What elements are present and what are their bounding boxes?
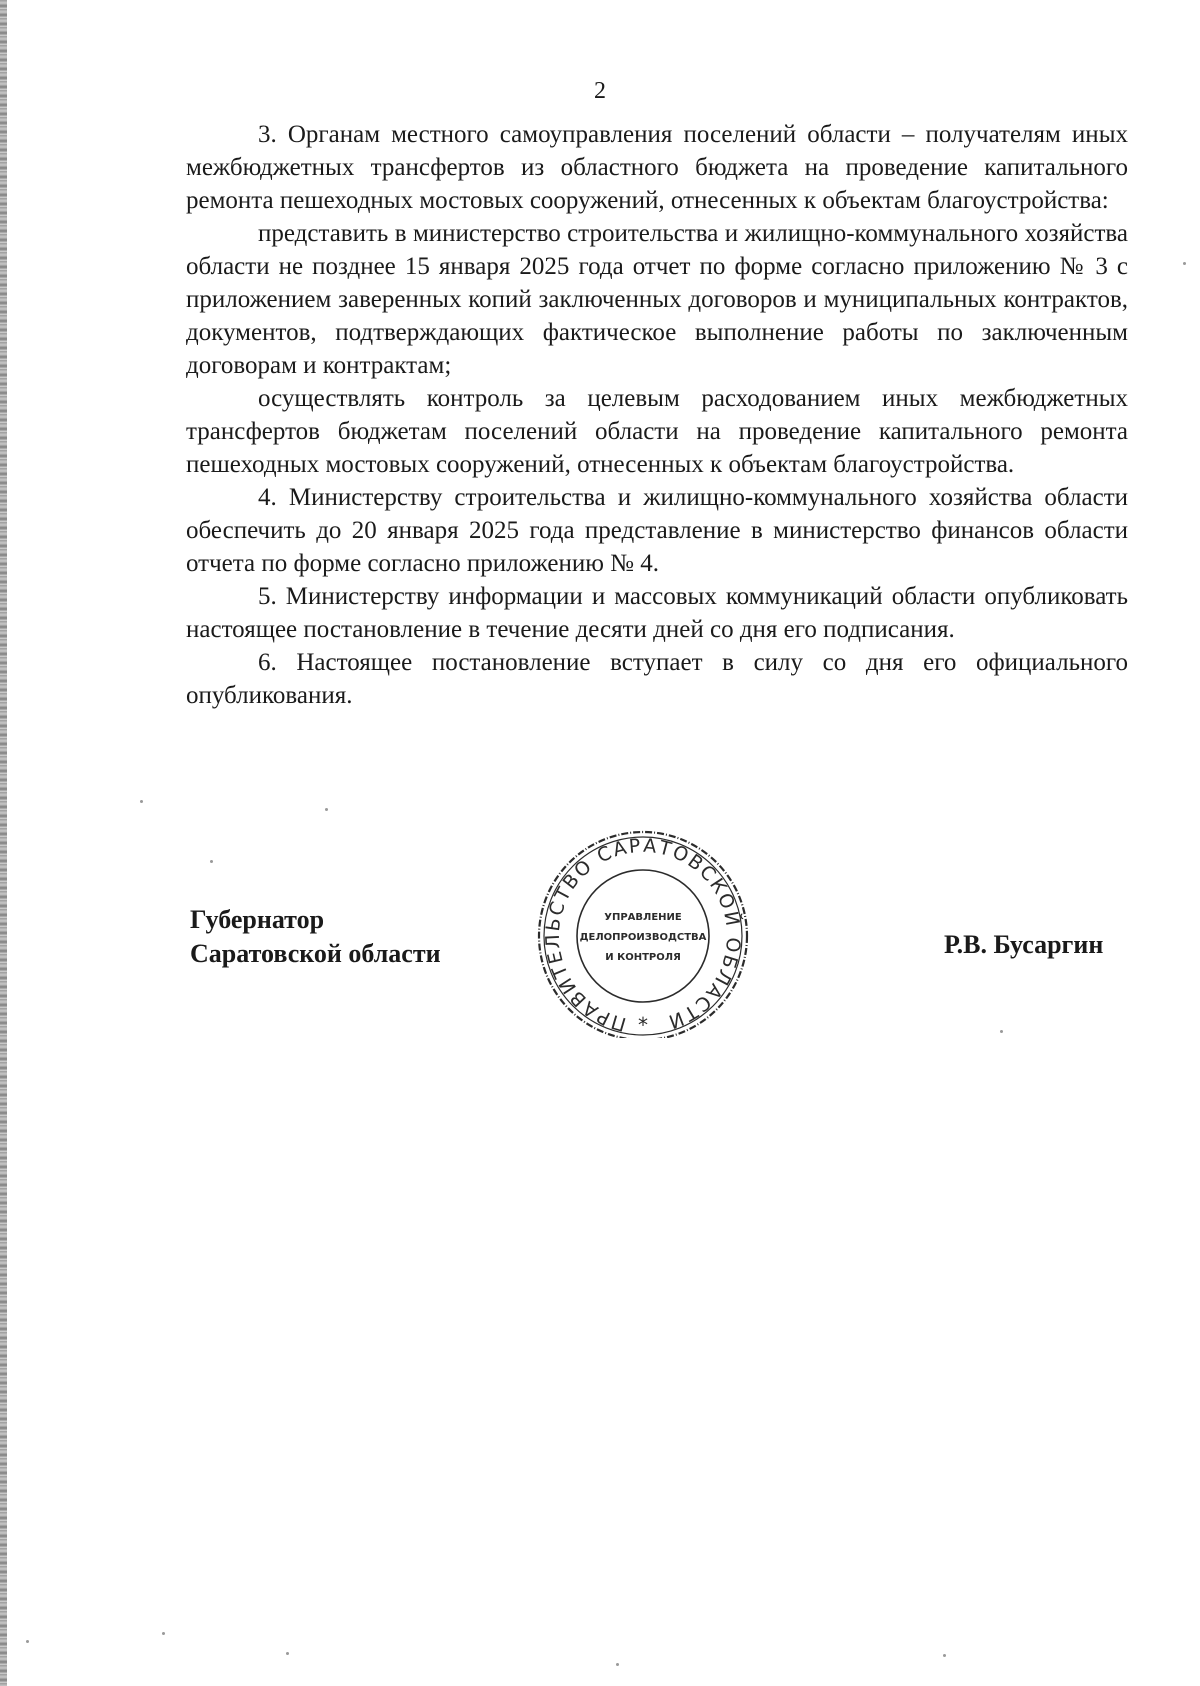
signer-position-line-2: Саратовской области bbox=[190, 939, 441, 968]
signer-position-line-1: Губернатор bbox=[190, 905, 325, 934]
scan-speck bbox=[943, 1654, 946, 1657]
scan-speck bbox=[1000, 1030, 1003, 1033]
stamp-outer-text: ПРАВИТЕЛЬСТВО САРАТОВСКОЙ ОБЛАСТИ bbox=[541, 834, 745, 1036]
paragraph-3-report: представить в министерство строительства и жилищно-коммунального хозяйства области не позднее 15 января 2025 года отчет по форме согласно приложению № 3 с приложением заверенных копий заключенных договоров и муниципальных контрактов, документов, подтверждающих фактическое выполнение работы по заключенным договорам и контрактам; bbox=[186, 220, 1128, 379]
document-body bbox=[186, 118, 1128, 712]
signer-position bbox=[190, 903, 441, 971]
stamp-inner-line-1: УПРАВЛЕНИЕ bbox=[604, 912, 682, 923]
scan-edge-artifact bbox=[0, 0, 7, 1686]
paragraph-3-control: осуществлять контроль за целевым расходованием иных межбюджетных трансфертов бюджетам поселений области на проведение капитального ремонта пешеходных мостовых сооружений, отнесенных к объектам благоустройства. bbox=[186, 385, 1128, 478]
paragraph-3: 3. Органам местного самоуправления поселений области – получателям иных межбюджетных трансфертов из областного бюджета на проведение капитального ремонта пешеходных мостовых сооружений, отнесенных к объектам благоустройства: bbox=[186, 121, 1128, 214]
scan-speck bbox=[162, 1632, 165, 1635]
stamp-inner-line-3: И КОНТРОЛЯ bbox=[605, 952, 681, 963]
scan-speck bbox=[140, 800, 143, 803]
paragraph-4: 4. Министерству строительства и жилищно-коммунального хозяйства области обеспечить до 20 января 2025 года представление в министерство финансов области отчета по форме согласно приложению № 4. bbox=[186, 484, 1128, 577]
stamp-star-icon: * bbox=[638, 1013, 648, 1037]
scan-speck bbox=[1183, 262, 1186, 265]
stamp-inner-line-2: ДЕЛОПРОИЗВОДСТВА bbox=[579, 932, 707, 943]
page-number: 2 bbox=[594, 78, 606, 104]
scan-speck bbox=[26, 1640, 29, 1643]
scan-speck bbox=[616, 1663, 619, 1666]
paragraph-5: 5. Министерству информации и массовых коммуникаций области опубликовать настоящее постановление в течение десяти дней со дня его подписания. bbox=[186, 583, 1128, 643]
paragraph-6: 6. Настоящее постановление вступает в силу со дня его официального опубликования. bbox=[186, 649, 1128, 709]
scan-speck bbox=[286, 1652, 289, 1655]
official-stamp bbox=[533, 828, 753, 1038]
scan-speck bbox=[210, 860, 213, 863]
scan-speck bbox=[325, 808, 328, 811]
signer-name: Р.В. Бусаргин bbox=[944, 930, 1104, 959]
